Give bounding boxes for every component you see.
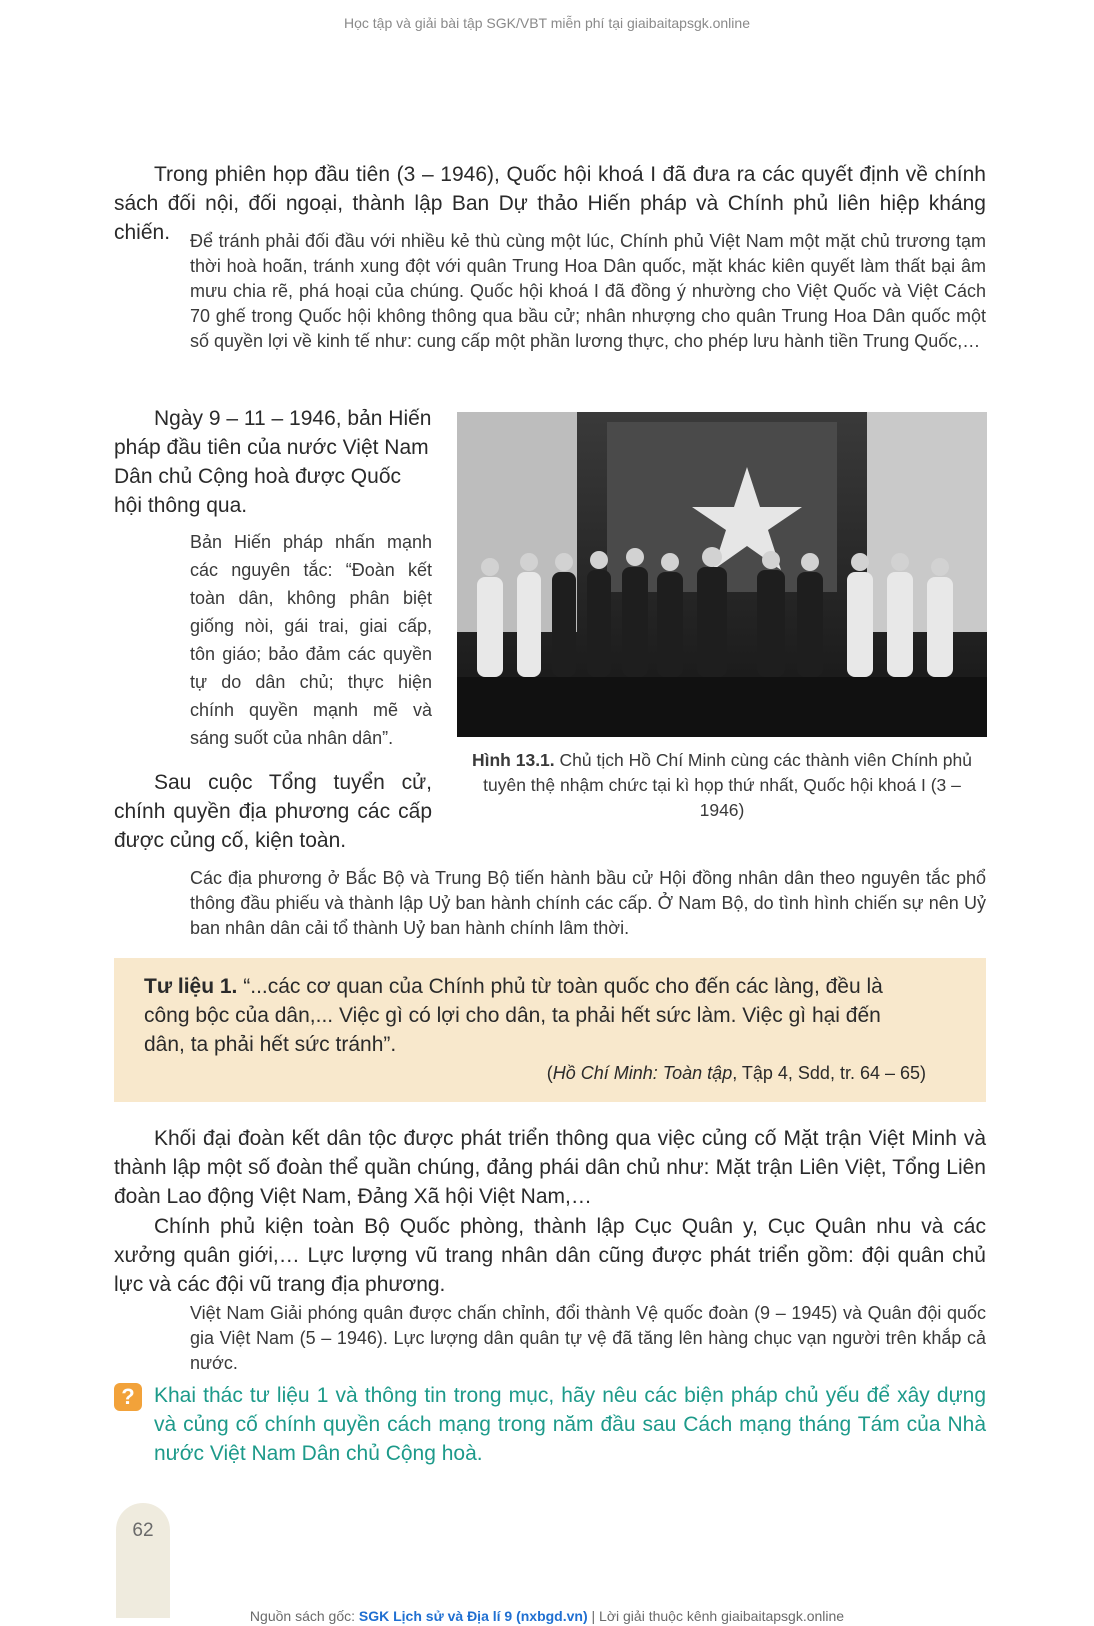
paragraph-constitution-text: Ngày 9 – 11 – 1946, bản Hiến pháp đầu tiên của nước Việt Nam Dân chủ Cộng hoà được Quốc hội thông qua. (114, 407, 432, 517)
page-number: 62 (132, 1520, 154, 1541)
figure-caption (470, 748, 974, 823)
footer-prefix: Nguồn sách gốc: (249, 1608, 359, 1624)
source-document-text (144, 972, 926, 1059)
page-footer (0, 1608, 1094, 1624)
review-question: Khai thác tư liệu 1 và thông tin trong mục, hãy nêu các biện pháp chủ yếu để xây dựng và củng cố chính quyền cách mạng trong năm đầu sau Cách mạng tháng Tám của Nhà nước Việt Nam Dân chủ Cộng hoà. (154, 1384, 986, 1465)
note-local-elections: Các địa phương ở Bắc Bộ và Trung Bộ tiến hành bầu cử Hội đồng nhân dân theo nguyên tắc phổ thông đầu phiếu và thành lập Uỷ ban hành chính các cấp. Ở Nam Bộ, do tình hình chiến sự nên Uỷ ban nhân dân cải tổ thành Uỷ ban hành chính lâm thời. (190, 868, 986, 938)
source-citation-detail: , Tập 4, Sdd, tr. 64 – 65) (732, 1063, 926, 1083)
paragraph-session-text: Trong phiên họp đầu tiên (3 – 1946), Quốc hội khoá I đã đưa ra các quyết định về chính sách đối nội, đối ngoại, thành lập Ban Dự thảo Hiến pháp và Chính phủ liên hiệp kháng chiến. (114, 163, 986, 244)
paragraph-local-government (114, 768, 432, 855)
footer-suffix: | Lời giải thuộc kênh giaibaitapsgk.online (587, 1608, 845, 1624)
paragraph-unity-text: Khối đại đoàn kết dân tộc được phát triển thông qua việc củng cố Mặt trận Việt Minh và thành lập một số đoàn thể quần chúng, đảng phái dân chủ như: Mặt trận Liên Việt, Tổng Liên đoàn Lao động Việt Nam, Đảng Xã hội Việt Nam,… (114, 1127, 986, 1208)
paragraph-constitution (114, 404, 432, 520)
oath-ceremony-photo (457, 412, 987, 737)
figure-label: Hình 13.1. (471, 750, 555, 770)
source-document-quote: “...các cơ quan của Chính phủ từ toàn quốc cho đến các làng, đều là công bộc của dân,... Việc gì có lợi cho dân, ta phải hết sức làm. Việc gì hại đến dân, ta phải hết sức tránh”. (144, 975, 883, 1056)
question-mark-icon: ? (114, 1383, 142, 1411)
paragraph-local-government-text: Sau cuộc Tổng tuyển cử, chính quyền địa phương các cấp được củng cố, kiện toàn. (114, 771, 432, 852)
note-diplomacy: Để tránh phải đối đầu với nhiều kẻ thù cùng một lúc, Chính phủ Việt Nam một mặt chủ trương tạm thời hoà hoãn, tránh xung đột với quân Trung Hoa Dân quốc, mặt khác kiên quyết làm thất bại âm mưu chia rẽ, phá hoại của chúng. Quốc hội khoá I đã đồng ý nhường cho Việt Quốc và Việt Cách 70 ghế trong Quốc hội không thông qua bầu cử; nhân nhượng cho quân Trung Hoa Dân quốc một số quyền lợi về kinh tế như: cung cấp một phần lương thực, cho phép lưu hành tiền Trung Quốc,… (190, 231, 986, 351)
source-document-label: Tư liệu 1. (144, 975, 238, 998)
source-citation-title: Hồ Chí Minh: Toàn tập (552, 1063, 733, 1083)
note-constitution: Bản Hiến pháp nhấn mạnh các nguyên tắc: “Đoàn kết toàn dân, không phân biệt giống nòi, gái trai, giai cấp, tôn giáo; bảo đảm các quyền tự do dân chủ; thực hiện chính quyền mạnh mẽ và sáng suốt của nhân dân”. (190, 532, 432, 748)
figure-photo (457, 412, 987, 737)
figure-caption-text: Chủ tịch Hồ Chí Minh cùng các thành viên Chính phủ tuyên thệ nhậm chức tại kì họp thứ nhất, Quốc hội khoá I (3 – 1946) (483, 750, 972, 820)
note-army: Việt Nam Giải phóng quân được chấn chỉnh, đổi thành Vệ quốc đoàn (9 – 1945) và Quân đội quốc gia Việt Nam (5 – 1946). Lực lượng dân quân tự vệ đã tăng lên hàng chục vạn người trên khắp cả nước. (190, 1303, 986, 1373)
page-header: Học tập và giải bài tập SGK/VBT miễn phí tại giaibaitapsgk.online (344, 15, 750, 31)
source-citation: (Hồ Chí Minh: Toàn tập, Tập 4, Sdd, tr. 64 – 65) (546, 1063, 926, 1083)
paragraph-armed-forces-text: Chính phủ kiện toàn Bộ Quốc phòng, thành lập Cục Quân y, Cục Quân nhu và các xưởng quân giới,… Lực lượng vũ trang nhân dân cũng được phát triển gồm: đội quân chủ lực và các đội vũ trang địa phương. (114, 1215, 986, 1296)
paragraph-unity (114, 1124, 986, 1211)
source-document-box (114, 958, 986, 1102)
paragraph-armed-forces (114, 1212, 986, 1299)
footer-source-link[interactable]: SGK Lịch sử và Địa lí 9 (nxbgd.vn) (358, 1608, 588, 1624)
